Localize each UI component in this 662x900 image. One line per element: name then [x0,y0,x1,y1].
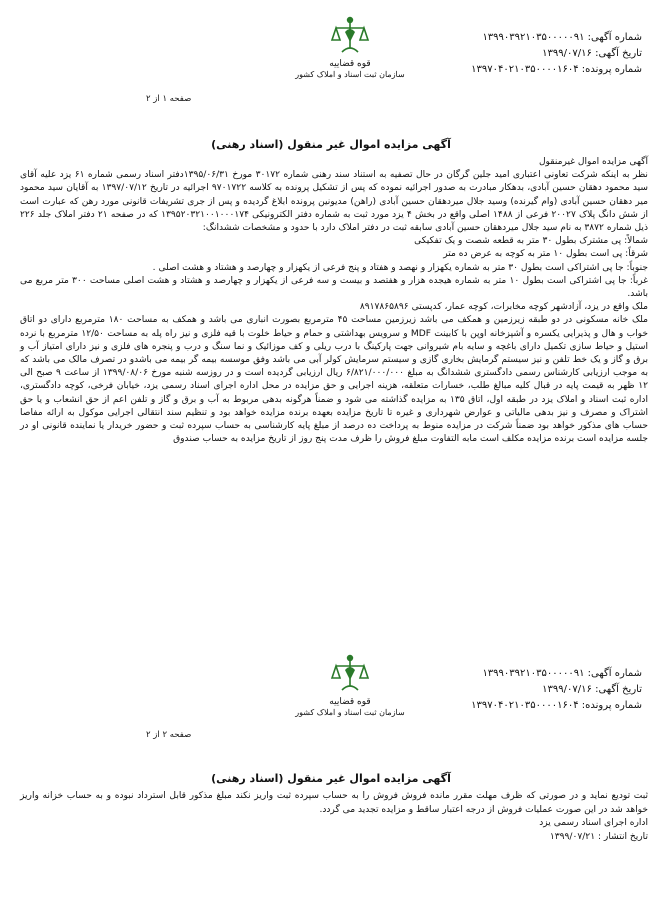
org-line1: قوه قضاییه [329,697,371,707]
case-number: شماره پرونده: ۱۳۹۷۰۴۰۲۱۰۳۵۰۰۰۰۱۶۰۴ [471,700,642,711]
emblem-logo [290,14,410,86]
paragraph: غرباً: جا پی اشتراکی است بطول ۱۰ متر به شماره هیجده هزار و هفتصد و بیست و سه فرعی از یکهزار و چهارصد و هشتاد و هشت اصلی مساحت ۳۰۰ متر مربع می باشد. [20,275,649,300]
notice2-meta [471,666,642,714]
page-label: صفحه ۲ از ۲ [146,730,192,740]
org-line1: قوه قضاییه [329,59,371,69]
paragraph: ملک واقع در یزد، آزادشهر کوچه مخابرات، کوچه عمار، کدپستی ۸۹۱۷۸۶۵۸۹۶ [359,302,648,313]
paragraph: آگهی مزایده اموال غیرمنقول [538,157,648,167]
case-number: شماره پرونده: ۱۳۹۷۰۴۰۲۱۰۳۵۰۰۰۰۱۶۰۴ [471,64,642,75]
notice1-body [20,156,648,446]
paragraph: نظر به اینکه شرکت تعاونی اعتباری امید جلین گرگان در حال تصفیه به استناد سند رهنی شماره ۳۰۱۷۲ مورخ ۱۳۹۵/۰۶/۳۱دفتر اسناد رسمی شماره ۶۱ یزد علیه آقای سید محمود دهقان حسین آبادی، بدهکار مبادرت به صدور اجرائیه نموده که پس از تشکیل پرونده به کلاسه ۹۷۰۱۷۲۲ اجرائیه در تاریخ ۱۳۹۷/۰۷/۱۲ به آقایان سید محمود میر دهقان حسین آبادی (وام گیرنده) وسید جلال میردهقان حسین آبادی (راهن) مدیونین پرونده ابلاغ گردیده و پس از جری تشریفات قانونی مورد رهن که عبارت است از شش دانگ پلاک ۲۰۰۲۷ فرعی از ۱۴۸۸ اصلی واقع در بخش ۴ یزد مورد ثبت به شماره دفتر الکترونیکی ۱۳۹۵۲۰۳۲۱۰۰۱۰۰۰۱۷۴ که در صفحه ۲۱ دفتر املاک جلد ۲۲۶ ذیل شماره ۳۸۷۲ به نام سید جلال میردهقان حسین آبادی سابقه ثبت در دفتر املاک دارد با حدود و مشخصات ششدانگ: [20,170,648,234]
org-line2: سازمان ثبت اسناد و املاک کشور [295,70,405,79]
ad-date: تاریخ آگهی: ۱۳۹۹/۰۷/۱۶ [542,684,642,695]
publish-date: تاریخ انتشار : ۱۳۹۹/۰۷/۲۱ [549,831,648,842]
ad-number: شماره آگهی: ۱۳۹۹۰۳۹۲۱۰۳۵۰۰۰۰۰۹۱ [482,32,642,43]
office-name: اداره اجرای اسناد رسمی یزد [539,818,648,829]
ad-date: تاریخ آگهی: ۱۳۹۹/۰۷/۱۶ [542,48,642,59]
notice1-title: آگهی مزایده اموال غیر منقول (اسناد رهنی) [211,138,451,151]
page-label: صفحه ۱ از ۲ [146,94,192,104]
paragraph: شمالاً: پی مشترک بطول ۳۰ متر به قطعه شصت و یک تفکیکی [414,236,648,247]
notice1-meta [471,30,642,78]
org-line2: سازمان ثبت اسناد و املاک کشور [295,708,405,717]
notice2-title: آگهی مزایده اموال غیر منقول (اسناد رهنی) [211,772,451,785]
judiciary-emblem-icon [328,14,372,58]
emblem-logo [290,652,410,724]
paragraph: ملک خانه مسکونی در دو طبقه زیرزمین و همکف می باشد زیرزمین مساحت ۴۵ مترمربع بصورت انباری می باشد و همکف به مساحت ۱۸۰ مترمربع دارای دو اتاق خواب و هال و پذیرایی یکسره و آشپزخانه اوپن با کابینت MDF و سرویس بهداشتی و حمام و حیاط خلوت با قیه فلزی و نیز راه پله به مساحت ۱۲/۵۰ مترمربع با نرده استیل و حیاط سازی تکمیل دارای باغچه و سایه بام شیروانی جهت پارکینگ با درب ریلی و کف موزائیک و نما سنگ و درب و پنجره های فلزی و نیز دارای امتیاز آب و برق و گاز و یک خط تلفن و نیز سیستم گرمایش بخاری گازی و سیستم سرمایش کولر آبی می باشد وفق موسسه بیمه گر بیمه می باشدو در تصرف مالک می باشد که به موجب ارزیابی کارشناس رسمی دادگستری ششدانگ به مبلغ ۶/۸۲۱/۰۰۰/۰۰۰ ریال ارزیابی گردیده است و در روزسه شنبه مورخ ۱۳۹۹/۰۸/۰۶ از ساعت ۹ صبح الی ۱۲ ظهر به قیمت پایه در قبال کلیه مبالغ طلب، خسارات متعلقه، هزینه اجرایی و حق مزایده در محل اداره اجرای اسناد رسمی یزد، خیابان فرخی، کوچه دادگستری، اداره ثبت اسناد و املاک یزد در طبقه اول، اتاق ۱۳۵ به مزایده گذاشته می شود و ضمناً هرگونه بدهی مربوط به آب و برق و گاز و تلفن اعم از حق انشعاب و یا حق اشتراک و مصرف و نیز بدهی مالیاتی و عوارض شهرداری و غیره تا تاریخ مزایده بعهده برنده مزایده خواهد بود و تنظیم سند انتقالی اجرایی موکول به ارائه مفاصا حساب های مذکور خواهد بود ضمناً شرکت در مزایده منوط به پرداخت ده درصد از مبلغ پایه کارشناسی به حساب سپرده ثبت و حضور خریدار یا نماینده قانونی او در جلسه مزایده است برنده مزایده مکلف است مابه التفاوت مبلغ فروش را ظرف مدت پنج روز از تاریخ مزایده به حساب صندوق [20,315,648,445]
notice2-body [20,790,648,844]
paragraph: جنوباً: جا پی اشتراکی است بطول ۳۰ متر به شماره یکهزار و نهصد و هفتاد و پنج فرعی از یکهزار و چهارصد و هشتاد و هشت اصلی . [152,262,648,273]
paragraph: شرقاً: پی است بطول ۱۰ متر به کوچه به عرض ده متر [443,249,648,260]
ad-number: شماره آگهی: ۱۳۹۹۰۳۹۲۱۰۳۵۰۰۰۰۰۹۱ [482,668,642,679]
paragraph: ثبت تودیع نماید و در صورتی که ظرف مهلت مقرر مانده فروش فروش را به حساب سپرده ثبت واریز نکند مبلغ مذکور قابل استرداد نبوده و به حساب خزانه واریز خواهد شد در این صورت عملیات فروش از درجه اعتبار ساقط و مزایده تجدید می گردد. [20,791,648,815]
judiciary-emblem-icon [328,652,372,696]
